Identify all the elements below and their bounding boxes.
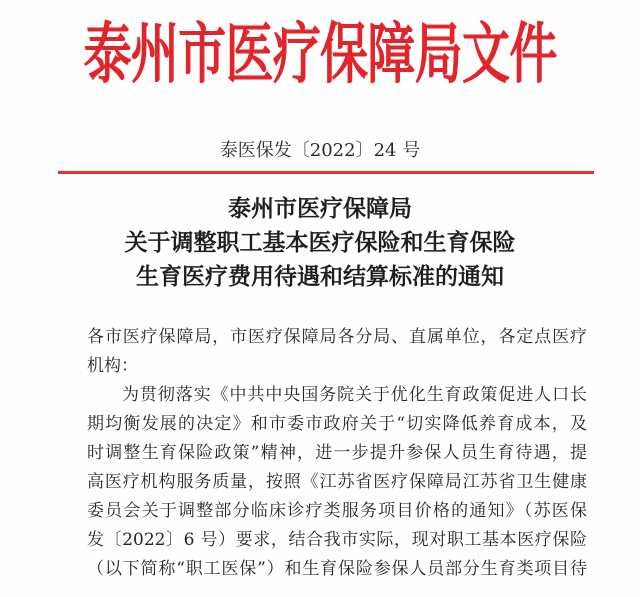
salutation-line-1: 各市医疗保障局，市医疗保障局各分局、直属单位，各定点医疗 bbox=[87, 327, 587, 347]
body-line-5: 委员会关于调整部分临床诊疗类服务项目价格的通知》（苏医保 bbox=[87, 501, 587, 521]
body-line-1: 为贯彻落实《中共中央国务院关于优化生育政策促进人口长 bbox=[122, 385, 587, 405]
salutation-line-2: 机构： bbox=[87, 356, 138, 376]
body-line-3: 时调整生育保险政策”精神，进一步提升参保人员生育待遇，提 bbox=[87, 443, 587, 463]
notice-title-line-1: 泰州市医疗保障局 bbox=[228, 196, 412, 222]
body-line-2: 期均衡发展的决定》和市委市政府关于“切实降低养育成本，及 bbox=[87, 414, 587, 434]
body-line-4: 高医疗机构服务质量，按照《江苏省医疗保障局江苏省卫生健康 bbox=[87, 472, 587, 492]
body-line-7: （以下简称“职工医保”）和生育保险参保人员部分生育类项目待 bbox=[87, 559, 587, 579]
notice-title-line-3: 生育医疗费用待遇和结算标准的通知 bbox=[136, 264, 504, 290]
masthead-title: 泰州市医疗保障局文件 bbox=[83, 15, 557, 93]
body-line-6: 发〔2022〕6 号）要求，结合我市实际，现对职工基本医疗保险 bbox=[87, 530, 587, 550]
red-divider-line bbox=[58, 171, 594, 174]
notice-title-line-2: 关于调整职工基本医疗保险和生育保险 bbox=[124, 230, 516, 256]
document-number: 泰医保发〔2022〕24 号 bbox=[219, 140, 421, 161]
